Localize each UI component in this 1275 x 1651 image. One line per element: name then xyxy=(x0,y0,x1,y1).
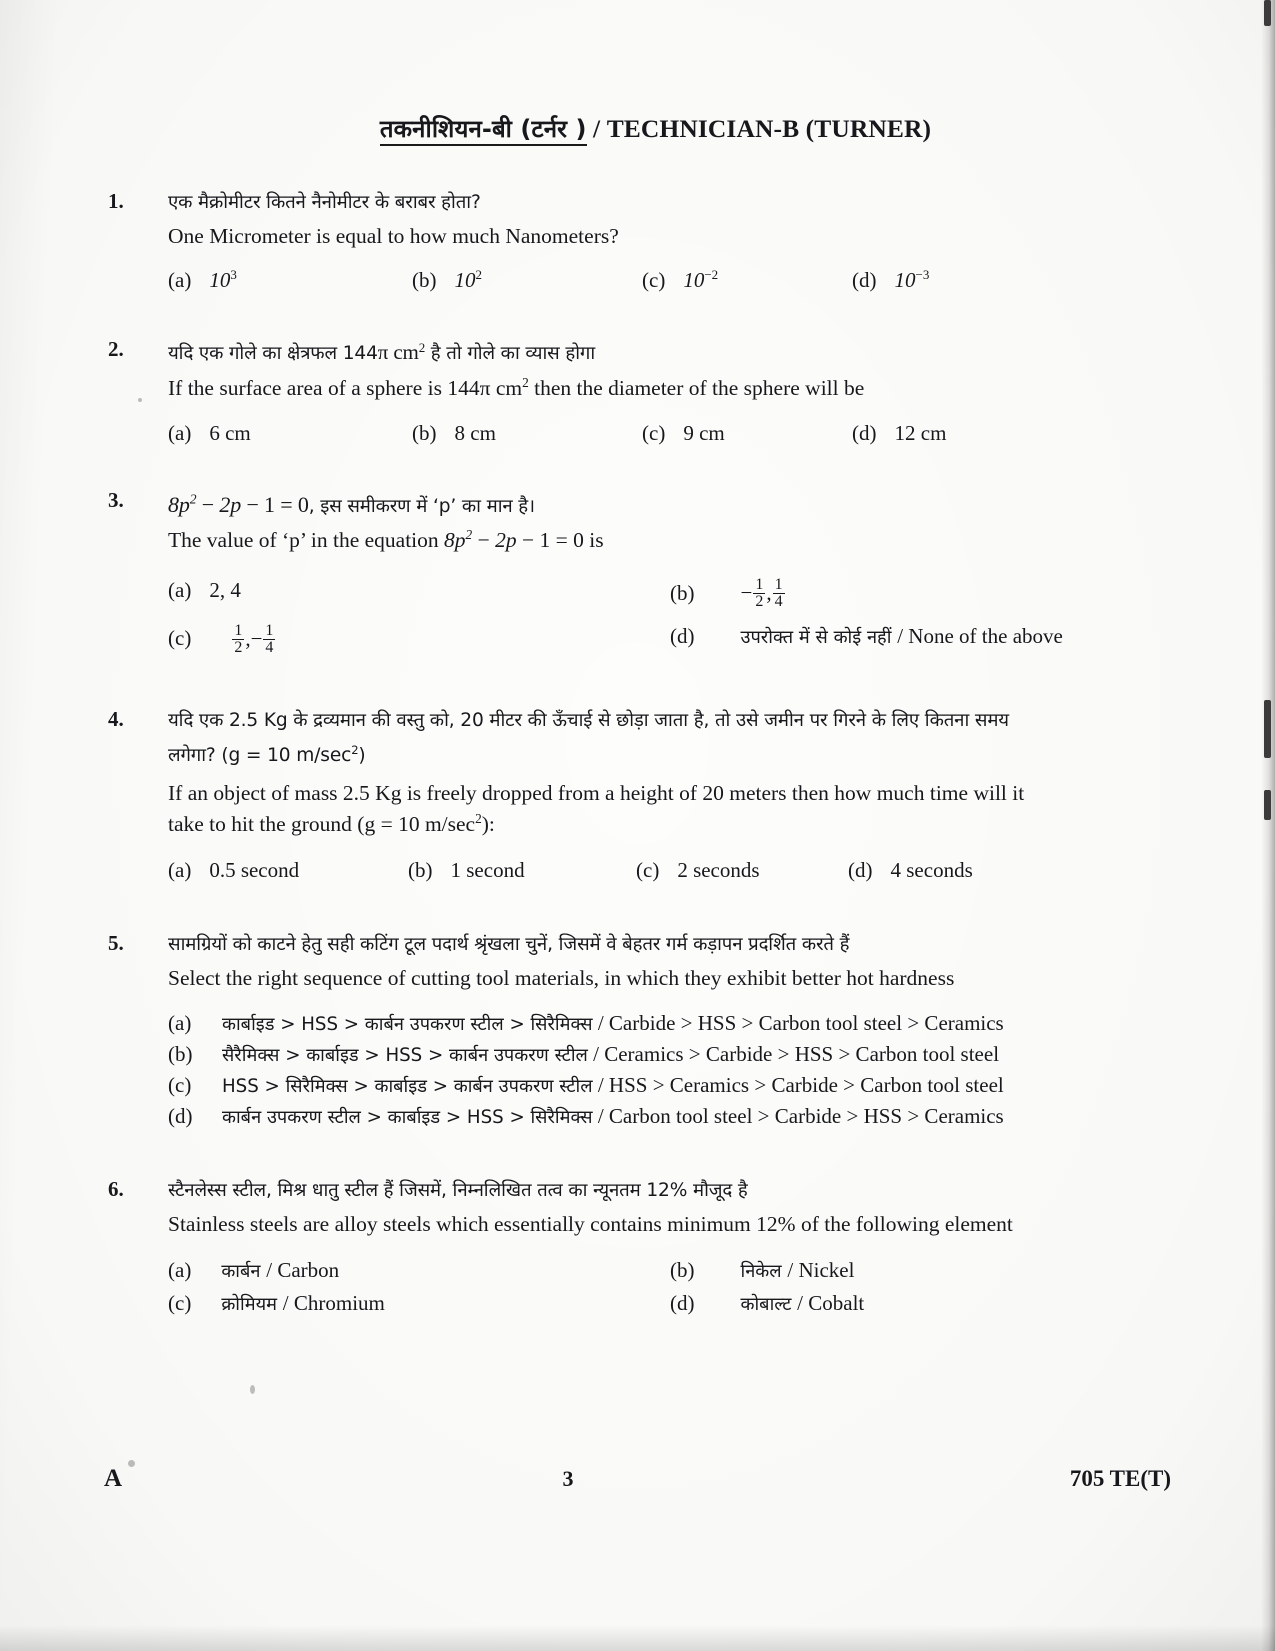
question-1-number: 1. xyxy=(108,189,124,213)
question-6-option-b[interactable] xyxy=(670,1258,854,1283)
question-2-options xyxy=(168,421,1179,446)
option-value: $10^{-2}$ xyxy=(683,267,719,293)
option-value-english: / Carbide > HSS > Carbon tool steel > Ceramics xyxy=(592,1010,1004,1035)
question-3-options-row-1 xyxy=(168,578,1179,612)
question-1-option-a[interactable] xyxy=(168,268,412,293)
question-6-option-d[interactable] xyxy=(670,1291,864,1316)
option-label: (b) xyxy=(412,420,437,445)
option-label: (b) xyxy=(412,268,437,293)
option-label: (d) xyxy=(852,420,877,445)
option-value xyxy=(741,624,1063,649)
q2-en-unit: π cm xyxy=(479,376,523,401)
option-value: 2 seconds xyxy=(677,858,760,883)
option-label: (d) xyxy=(670,1291,695,1316)
option-value-english: / Carbon xyxy=(266,1258,340,1283)
q2-hindi-pre: यदि एक गोले का क्षेत्रफल 144 xyxy=(168,343,378,365)
option-value: 6 cm xyxy=(209,420,251,445)
option-value: $10^2$ xyxy=(454,267,483,293)
option-label: (b) xyxy=(670,580,695,605)
option-label: (b) xyxy=(670,1258,695,1283)
question-4-options xyxy=(168,858,1179,883)
question-1-option-b[interactable] xyxy=(412,268,642,293)
footer-page-number: 3 xyxy=(562,1466,574,1491)
option-label: (d) xyxy=(670,623,695,648)
q4-en-pre: take to hit the ground (g = 10 m/sec xyxy=(168,812,476,837)
question-1-option-d[interactable] xyxy=(852,268,929,293)
page-title-english: TECHNICIAN-B (TURNER) xyxy=(606,114,932,143)
option-label: (c) xyxy=(636,858,660,883)
scan-speck xyxy=(250,1385,255,1394)
option-label: (d) xyxy=(852,268,877,293)
question-3-number: 3. xyxy=(108,487,124,512)
option-value xyxy=(222,1104,1004,1129)
option-value-hindi: कार्बन उपकरण स्टील > कार्बाइड > HSS > सिरैमिक्स xyxy=(222,1106,593,1128)
option-label: (b) xyxy=(408,858,433,883)
option-value-hindi: कार्बाइड > HSS > कार्बन उपकरण स्टील > सिरैमिक्स xyxy=(222,1013,593,1035)
option-value-hindi: कार्बन xyxy=(221,1261,267,1283)
option-label: (c) xyxy=(168,1291,192,1316)
question-3-option-d[interactable] xyxy=(670,624,1063,658)
option-label: (a) xyxy=(168,268,192,293)
option-value xyxy=(222,1073,1004,1098)
question-3-hindi xyxy=(168,488,1179,521)
option-label: (a) xyxy=(168,578,192,603)
question-3-english xyxy=(168,525,1179,556)
question-5-option-d[interactable] xyxy=(168,1104,1179,1129)
q2-en-pre: If the surface area of a sphere is 144 xyxy=(168,376,480,401)
option-value: 12 cm xyxy=(894,420,947,445)
q4-hindi-pre: लगेगा? (g = 10 m/sec xyxy=(168,744,352,766)
question-4-hindi-line-2 xyxy=(168,742,1179,770)
scan-edge-bottom xyxy=(0,1625,1275,1651)
question-1-option-c[interactable] xyxy=(642,268,852,293)
question-5-option-c[interactable] xyxy=(168,1073,1179,1098)
option-value xyxy=(222,1011,1004,1036)
option-value xyxy=(741,1291,865,1316)
question-1-options xyxy=(168,268,1179,293)
question-5-number: 5. xyxy=(108,931,124,956)
question-4-option-d[interactable] xyxy=(848,858,973,883)
footer-paper-code: 705 TE(T) xyxy=(1069,1466,1171,1491)
q4-hindi-exp: 2 xyxy=(351,742,359,757)
q4-en-exp: 2 xyxy=(475,810,482,826)
q2-hindi-unit: π cm xyxy=(377,340,419,365)
question-1-hindi: एक मैक्रोमीटर कितने नैनोमीटर के बराबर होता? xyxy=(168,192,481,213)
question-3 xyxy=(0,488,1275,658)
option-value-english: / Cobalt xyxy=(797,1291,865,1316)
q3-en-pre: The value of ‘p’ in the equation xyxy=(168,527,445,552)
page-title xyxy=(0,112,1275,145)
option-value: 2, 4 xyxy=(209,578,241,603)
question-1 xyxy=(0,189,1275,293)
question-4 xyxy=(0,707,1275,883)
option-value xyxy=(222,1042,999,1067)
question-4-english-line-2 xyxy=(168,809,1179,840)
question-6-options-row-2 xyxy=(168,1291,1179,1316)
question-5-option-a[interactable] xyxy=(168,1011,1179,1036)
option-value-hindi: HSS > सिरैमिक्स > कार्बाइड > कार्बन उपकरण स्टील xyxy=(222,1075,593,1097)
question-6-english: Stainless steels are alloy steels which essentially contains minimum 12% of the following element xyxy=(168,1211,1013,1236)
option-value-hindi: सैरैमिक्स > कार्बाइड > HSS > कार्बन उपकरण स्टील xyxy=(222,1044,588,1066)
question-2-option-c[interactable] xyxy=(642,421,852,446)
option-value xyxy=(221,1258,339,1283)
option-value-english: / Nickel xyxy=(787,1258,855,1283)
option-value-english: / HSS > Ceramics > Carbide > Carbon tool steel xyxy=(592,1072,1004,1097)
option-value: 1 second xyxy=(450,858,525,883)
question-3-options-row-2 xyxy=(168,621,1179,658)
option-label: (a) xyxy=(168,1258,192,1283)
option-label: (d) xyxy=(168,1103,193,1128)
option-value-hindi: निकेल xyxy=(740,1261,788,1283)
question-2-english xyxy=(168,373,1179,404)
option-value-hindi: कोबाल्ट xyxy=(740,1294,798,1316)
question-1-english: One Micrometer is equal to how much Nanometers? xyxy=(168,224,619,249)
option-value-hindi: क्रोमियम xyxy=(221,1294,283,1316)
page-footer xyxy=(0,1465,1275,1493)
option-value-english: / Carbon tool steel > Carbide > HSS > Ceramics xyxy=(592,1103,1004,1128)
question-2 xyxy=(0,337,1275,445)
q3-equation-en: $8p^2 - 2p - 1 = 0$ xyxy=(444,526,584,552)
option-label: (c) xyxy=(642,268,666,293)
option-label: (d) xyxy=(848,858,873,883)
question-2-hindi xyxy=(168,337,1179,369)
option-label: (c) xyxy=(642,420,666,445)
option-label: (a) xyxy=(168,420,192,445)
option-value: − $\frac{1}{2}$ , $\frac{1}{4}$ xyxy=(740,576,783,611)
question-4-english-line-1: If an object of mass 2.5 Kg is freely dropped from a height of 20 meters then how much time will it xyxy=(168,780,1025,805)
option-value-english: / None of the above xyxy=(897,623,1063,648)
option-label: (a) xyxy=(168,858,192,883)
option-label: (c) xyxy=(168,626,192,651)
question-2-option-d[interactable] xyxy=(852,421,946,446)
question-6 xyxy=(0,1177,1275,1316)
option-label: (b) xyxy=(168,1041,193,1066)
question-3-option-a[interactable] xyxy=(168,578,626,612)
question-6-option-a[interactable] xyxy=(168,1258,626,1283)
question-4-number: 4. xyxy=(108,707,124,732)
question-4-option-a[interactable] xyxy=(168,858,408,883)
question-2-option-a[interactable] xyxy=(168,421,412,446)
option-value: 0.5 second xyxy=(209,858,300,883)
option-value: 9 cm xyxy=(683,420,725,445)
question-5-option-b[interactable] xyxy=(168,1042,1179,1067)
option-value xyxy=(741,1258,855,1283)
question-3-option-b[interactable] xyxy=(670,578,786,612)
question-5 xyxy=(0,931,1275,1128)
q2-hindi-post: है तो गोले का व्यास होगा xyxy=(425,343,596,365)
option-value xyxy=(221,1291,385,1316)
q2-hindi-exp: 2 xyxy=(418,340,426,356)
q4-hindi-post: ) xyxy=(358,744,366,766)
option-value: $10^3$ xyxy=(209,267,237,293)
question-2-option-b[interactable] xyxy=(412,421,642,446)
option-value-english: / Chromium xyxy=(282,1291,385,1316)
question-4-option-b[interactable] xyxy=(408,858,636,883)
q3-hindi-tail: , इस समीकरण में ‘p’ का मान है। xyxy=(308,495,535,517)
q3-equation: $8p^2 - 2p - 1 = 0$ xyxy=(168,491,309,517)
page-title-separator: / xyxy=(586,114,607,143)
question-6-hindi: स्टैनलेस्स स्टील, मिश्र धातु स्टील हैं जिसमें, निम्नलिखित तत्व का न्यूनतम 12% मौजूद है xyxy=(168,1179,748,1201)
question-4-option-c[interactable] xyxy=(636,858,848,883)
option-value-hindi: उपरोक्त में से कोई नहीं xyxy=(740,626,898,648)
q3-en-tail: is xyxy=(583,527,604,552)
question-6-options-row-1 xyxy=(168,1258,1179,1283)
option-label: (a) xyxy=(168,1010,192,1035)
question-6-number: 6. xyxy=(108,1176,124,1201)
q4-en-post: ): xyxy=(481,812,495,837)
question-5-hindi: सामग्रियों को काटने हेतु सही कटिंग टूल पदार्थ श्रृंखला चुनें, जिसमें वे बेहतर गर्म कड़ापन प्रदर्शित करते हैं xyxy=(168,934,850,956)
question-4-hindi-line-1: यदि एक 2.5 Kg के द्रव्यमान की वस्तु को, 20 मीटर की ऊँचाई से छोड़ा जाता है, तो उसे जमीन पर गिरने के लिए कितना समय xyxy=(168,710,1009,732)
footer-set-code: A xyxy=(104,1465,123,1492)
question-3-option-c[interactable] xyxy=(168,621,626,658)
question-5-english: Select the right sequence of cutting tool materials, in which they exhibit better hot hardness xyxy=(168,966,955,991)
option-value: 8 cm xyxy=(454,420,496,445)
q2-en-post: then the diameter of the sphere will be xyxy=(528,376,865,401)
option-label: (c) xyxy=(168,1072,192,1097)
question-2-number: 2. xyxy=(108,337,124,362)
option-value-english: / Ceramics > Carbide > HSS > Carbon tool steel xyxy=(587,1041,1000,1066)
option-value: $\frac{1}{2}$ ,− $\frac{1}{4}$ xyxy=(234,621,274,657)
option-value: $10^{-3}$ xyxy=(894,267,930,293)
option-value: 4 seconds xyxy=(890,858,973,883)
page-title-hindi: तकनीशियन-बी (टर्नर ) xyxy=(380,115,587,146)
q2-en-exp: 2 xyxy=(522,375,529,391)
question-6-option-c[interactable] xyxy=(168,1291,626,1316)
